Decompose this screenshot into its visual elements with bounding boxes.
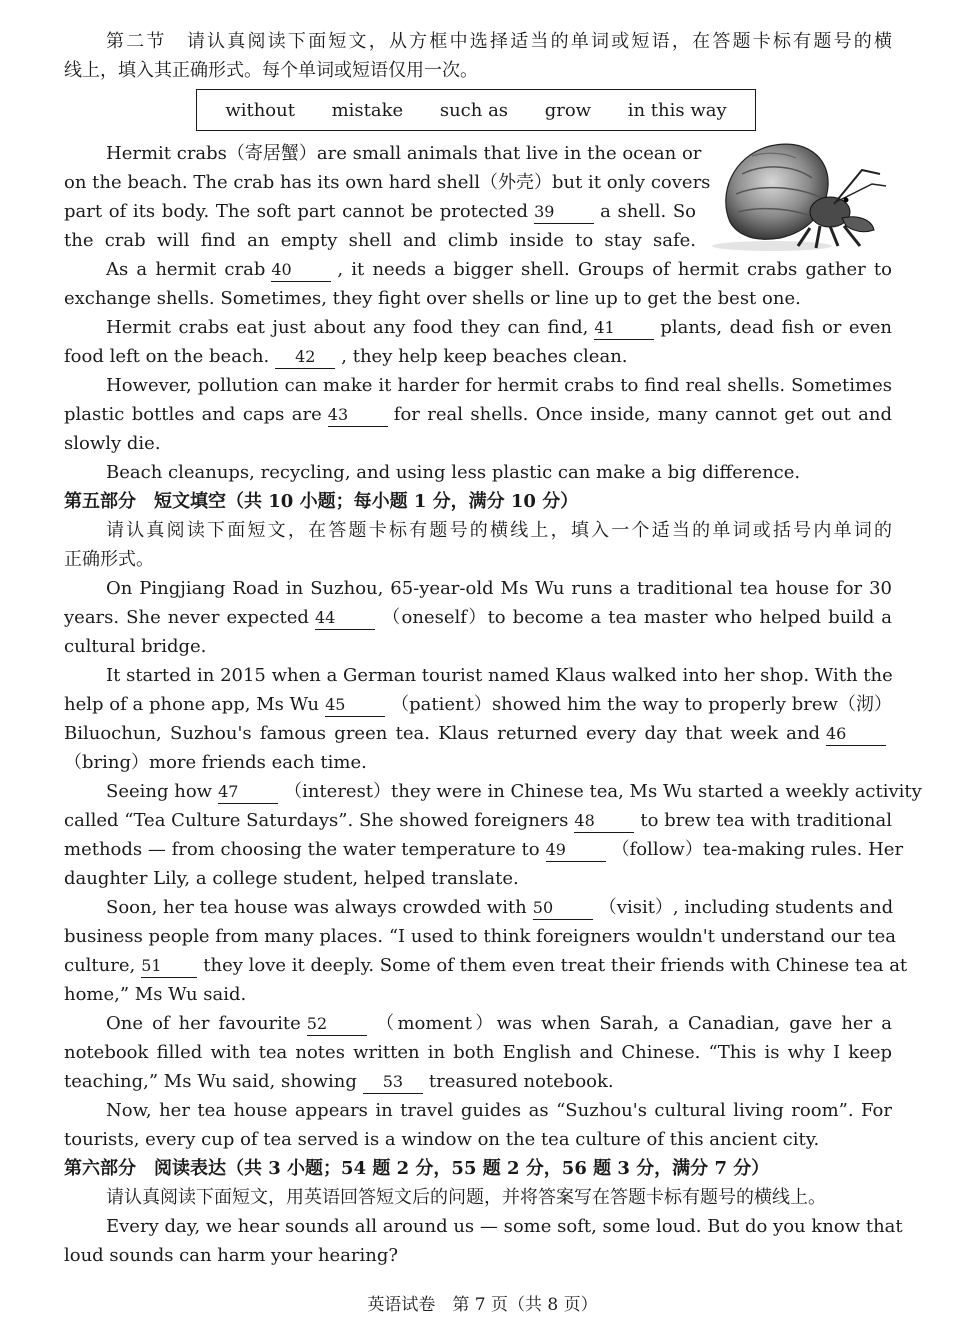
section2-title-cont: 线上，填入其正确形式。每个单词或短语仅用一次。 xyxy=(64,60,478,81)
passage-line: part of its body. The soft part cannot be protected 39 a shell. So xyxy=(64,201,697,222)
answer-blank: 48 xyxy=(574,810,634,833)
passage-line: As a hermit crab 40 , it needs a bigger shell. Groups of hermit crabs gather to xyxy=(106,259,892,280)
answer-blank: 41 xyxy=(594,317,654,340)
word-option: mistake xyxy=(331,99,404,121)
page-footer: 英语试卷 第 7 页（共 8 页） xyxy=(367,1295,598,1315)
section2-title: 第二节 请认真阅读下面短文，从方框中选择适当的单词或短语，在答题卡标有题号的横 xyxy=(106,31,892,52)
passage-line: Hermit crabs eat just about any food they can find, 41 plants, dead fish or even xyxy=(106,317,892,338)
answer-blank: 43 xyxy=(328,404,388,427)
passage-line: Seeing how 47 （interest）they were in Chinese tea, Ms Wu started a weekly activity xyxy=(106,781,922,802)
passage-line: tourists, every cup of tea served is a window on the tea culture of this ancient city. xyxy=(64,1129,820,1150)
answer-blank: 51 xyxy=(141,955,197,978)
passage-line: teaching,” Ms Wu said, showing 53 treasured notebook. xyxy=(64,1071,614,1092)
passage-line: methods — from choosing the water temperature to 49 （follow）tea-making rules. Her xyxy=(64,839,904,860)
answer-blank: 45 xyxy=(325,694,385,717)
passage-line: One of her favourite 52 （moment）was when Sarah, a Canadian, gave her a xyxy=(106,1013,892,1034)
passage-line: notebook filled with tea notes written in both English and Chinese. “This is why I keep xyxy=(64,1042,892,1063)
answer-blank: 52 xyxy=(307,1013,367,1036)
word-option: in this way xyxy=(627,99,727,121)
answer-blank: 40 xyxy=(271,259,331,282)
passage-line: On Pingjiang Road in Suzhou, 65-year-old Ms Wu runs a traditional tea house for 30 xyxy=(106,578,892,599)
passage-line: slowly die. xyxy=(64,433,161,454)
passage-line: It started in 2015 when a German tourist named Klaus walked into her shop. With the xyxy=(106,665,893,686)
answer-blank: 46 xyxy=(826,723,886,746)
passage-line: business people from many places. “I used to think foreigners wouldn't understand our tea xyxy=(64,926,897,947)
passage-line: Hermit crabs（寄居蟹）are small animals that live in the ocean or xyxy=(106,143,702,164)
part5-instructions-cont: 正确形式。 xyxy=(64,549,154,570)
word-box xyxy=(196,89,756,131)
passage-line: Every day, we hear sounds all around us — some soft, some loud. But do you know that xyxy=(106,1216,903,1237)
passage-line: years. She never expected 44 （oneself）to become a tea master who helped build a xyxy=(64,607,893,628)
word-option: grow xyxy=(544,99,592,121)
answer-blank: 47 xyxy=(218,781,278,804)
passage-line: exchange shells. Sometimes, they fight over shells or line up to get the best one. xyxy=(64,288,801,309)
answer-blank: 50 xyxy=(533,897,593,920)
part5-instructions: 请认真阅读下面短文，在答题卡标有题号的横线上，填入一个适当的单词或括号内单词的 xyxy=(106,520,892,541)
passage-line: However, pollution can make it harder for hermit crabs to find real shells. Sometimes xyxy=(106,375,892,396)
passage-line: Soon, her tea house was always crowded with 50 （visit）, including students and xyxy=(106,897,894,918)
answer-blank: 42 xyxy=(275,346,335,369)
answer-blank: 39 xyxy=(534,201,594,224)
word-option: without xyxy=(225,99,295,121)
word-option: such as xyxy=(439,99,509,121)
passage-line: cultural bridge. xyxy=(64,636,207,657)
passage-line: on the beach. The crab has its own hard shell（外壳）but it only covers xyxy=(64,172,711,193)
answer-blank: 44 xyxy=(315,607,375,630)
passage-line: called “Tea Culture Saturdays”. She showed foreigners 48 to brew tea with traditional xyxy=(64,810,892,831)
passage-line: the crab will find an empty shell and climb inside to stay safe. xyxy=(64,230,696,251)
passage-line: loud sounds can harm your hearing? xyxy=(64,1245,399,1266)
hermit-crab-image xyxy=(712,134,888,252)
answer-blank: 53 xyxy=(363,1071,423,1094)
part6-title: 第六部分 阅读表达（共 3 小题；54 题 2 分，55 题 2 分，56 题 3 分，满分 7 分） xyxy=(64,1158,770,1179)
answer-blank: 49 xyxy=(546,839,606,862)
passage-line: plastic bottles and caps are 43 for real shells. Once inside, many cannot get out and xyxy=(64,404,892,425)
passage-line: culture, 51 they love it deeply. Some of them even treat their friends with Chinese tea at xyxy=(64,955,908,976)
passage-line: help of a phone app, Ms Wu 45 （patient）showed him the way to properly brew（沏） xyxy=(64,694,893,715)
part6-instructions: 请认真阅读下面短文，用英语回答短文后的问题，并将答案写在答题卡标有题号的横线上。 xyxy=(106,1187,826,1208)
part5-title: 第五部分 短文填空（共 10 小题；每小题 1 分，满分 10 分） xyxy=(64,491,579,512)
passage-line: Biluochun, Suzhou's famous green tea. Klaus returned every day that week and 46 xyxy=(64,719,892,748)
passage-line: daughter Lily, a college student, helped translate. xyxy=(64,868,519,889)
passage-line: home,” Ms Wu said. xyxy=(64,984,247,1005)
passage-line: food left on the beach. 42 , they help keep beaches clean. xyxy=(64,346,628,367)
passage-line: （bring）more friends each time. xyxy=(64,752,367,773)
passage-line: Now, her tea house appears in travel guides as “Suzhou's cultural living room”. For xyxy=(106,1100,892,1121)
passage-line: Beach cleanups, recycling, and using less plastic can make a big difference. xyxy=(106,462,801,483)
